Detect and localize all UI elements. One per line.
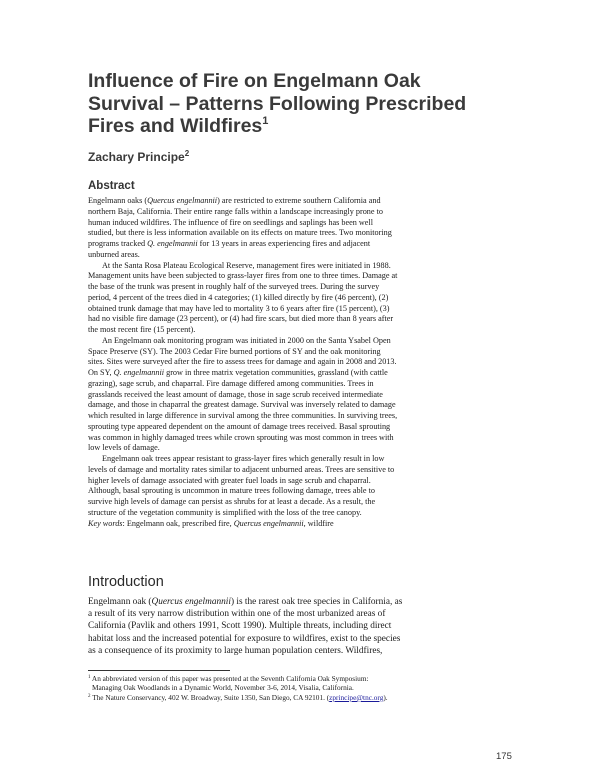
abstract-line: had no visible fire damage (23 percent), or (4) had fire scars, but died more than 8 years after <box>88 314 394 324</box>
keywords-line <box>88 519 528 530</box>
intro-line: habitat loss and the increased potential for exposure to wildfires, exist to the species <box>88 633 401 644</box>
abstract-heading: Abstract <box>88 180 135 192</box>
abstract-line: low levels of damage. <box>88 443 160 453</box>
abstract-line: structure of the vegetation community is simplified with the loss of the tree canopy. <box>88 507 362 517</box>
abstract-line: Space Preserve (SY). The 2003 Cedar Fire burned portions of SY and the oak monitoring <box>88 346 381 356</box>
abstract-line: At the Santa Rosa Plateau Ecological Reserve, management fires were initiated in 1988. <box>102 260 391 270</box>
species-name: Q. engelmannii <box>113 368 165 377</box>
text-run: : <box>122 518 127 528</box>
footnote-1-continued: Managing Oak Woodlands in a Dynamic World, November 3-6, 2014, Visalia, California. <box>92 683 354 693</box>
text-run: programs tracked <box>88 239 148 248</box>
paper-title <box>88 70 528 138</box>
title-line-1: Influence of Fire on Engelmann Oak <box>88 70 421 92</box>
text-run: ). <box>383 692 388 702</box>
abstract-line: period, 4 percent of the trees died in 4 categories; (1) killed directly by fire (46 percent), (2) <box>88 292 389 302</box>
abstract-line: which resulted in large difference in survival among the three communities. In surviving trees, <box>88 411 398 420</box>
text-run: , wildfire <box>303 518 334 528</box>
footnote-divider <box>88 670 230 671</box>
species-name: Quercus engelmannii <box>147 196 218 205</box>
text-run: for 13 years in areas experiencing fires and adjacent <box>197 239 371 248</box>
abstract-line: grazing), sage scrub, and chaparral. Fire damage differed among communities. Trees in <box>88 378 374 388</box>
abstract-line: was common in highly damaged trees while crown sprouting was most common in trees with <box>88 432 394 442</box>
author-line <box>88 150 189 164</box>
text-run: ) are restricted to extreme southern California and <box>217 196 381 205</box>
footnote-marker: 1 <box>88 675 91 680</box>
abstract-line: the most recent fire (15 percent). <box>88 325 196 334</box>
abstract-line: unburned areas. <box>88 249 140 259</box>
abstract-line: sprouting type appeared dependent on the amount of damage trees received. Basal sprouting <box>88 421 391 431</box>
text-run: An abbreviated version of this paper was presented at the Seventh California Oak Symposium: <box>90 674 369 683</box>
abstract-line: the base of the trunk was present in roughly half of the surveyed trees. During the survey <box>88 282 380 291</box>
intro-line: as a consequence of its proximity to large human population centers. Wildfires, <box>88 645 383 656</box>
introduction-heading: Introduction <box>88 574 164 590</box>
author-email-link[interactable]: zprincipe@tnc.org <box>329 692 384 702</box>
title-footnote-marker: 1 <box>262 115 269 127</box>
intro-line: a result of its very narrow distribution within one of the most urbanized areas of <box>88 609 386 620</box>
footnote-2 <box>88 693 528 702</box>
text-run: On SY, <box>88 368 114 377</box>
page-number: 175 <box>496 751 512 762</box>
text-run: Engelmann oak, prescribed fire, <box>126 518 234 528</box>
abstract-line <box>88 196 528 207</box>
author-name: Zachary Principe <box>88 150 185 164</box>
abstract-line: levels of damage and mortality rates similar to adjacent unburned areas. Trees are sensitive to <box>88 464 395 474</box>
text-run: Engelmann oak ( <box>88 597 152 607</box>
text-run: ) is the rarest oak tree species in California, as <box>230 597 403 607</box>
abstract-line: survive high levels of damage can persist as shrubs for at least a decade. As a result, the <box>88 497 376 506</box>
abstract-line: Management units have been subjected to grass-layer fires from one to three times. Damage at <box>88 271 398 281</box>
text-run: Engelmann oaks ( <box>88 196 148 205</box>
species-name: Quercus engelmannii <box>151 597 231 607</box>
footnote-1 <box>88 674 528 683</box>
abstract-line: obtained trunk damage that may have led to mortality 3 to 6 years after fire (15 percent), (3) <box>88 303 390 313</box>
text-run: The Nature Conservancy, 402 W. Broadway, Suite 1350, San Diego, CA 92101. ( <box>90 692 330 702</box>
abstract-line: An Engelmann oak monitoring program was initiated in 2000 on the Santa Ysabel Open <box>102 335 391 345</box>
abstract-body <box>88 196 528 529</box>
keywords-label: Key words <box>88 518 123 528</box>
title-line-2: Survival – Patterns Following Prescribed <box>88 92 467 115</box>
abstract-line: human induced wildfires. The influence of fire on seedlings and saplings has been well <box>88 217 373 227</box>
abstract-line: grasslands received the least amount of damage, those in sage scrub received intermediate <box>88 389 383 399</box>
abstract-line: Although, basal sprouting is uncommon in mature trees following damage, trees able to <box>88 486 375 496</box>
abstract-line: northern Baja, California. Their entire range falls within a landscape increasingly prone to <box>88 206 383 216</box>
abstract-line <box>88 239 528 250</box>
species-name: Q. engelmannii <box>147 239 198 248</box>
abstract-line: higher levels of damage associated with greater fuel loads in sage scrub and chaparral. <box>88 475 371 485</box>
introduction-body <box>88 596 538 657</box>
title-line-3-text: Fires and Wildfires <box>88 115 263 137</box>
footnote-marker: 2 <box>88 693 91 699</box>
text-run: grow in three matrix vegetation communities, grassland (with cattle <box>164 368 388 377</box>
abstract-line: Engelmann oak trees appear resistant to grass-layer fires which generally result in low <box>102 454 385 463</box>
author-footnote-marker: 2 <box>184 149 190 158</box>
abstract-line <box>88 368 528 379</box>
abstract-line: damage, and those in chaparral the greatest damage. Survival was inversely related to damage <box>88 400 396 410</box>
title-line-3 <box>88 115 528 138</box>
intro-line: California (Pavlik and others 1991, Scott 1990). Multiple threats, including direct <box>88 621 392 632</box>
intro-line <box>88 596 538 608</box>
species-name: Quercus engelmannii <box>233 518 304 528</box>
abstract-line: sites. Sites were surveyed after the fire to assess trees for damage and again in 2008 and 2013. <box>88 357 397 367</box>
footnotes <box>88 674 528 702</box>
abstract-line: studied, but there is less information available on its effects on mature trees. Two monitoring <box>88 228 392 238</box>
